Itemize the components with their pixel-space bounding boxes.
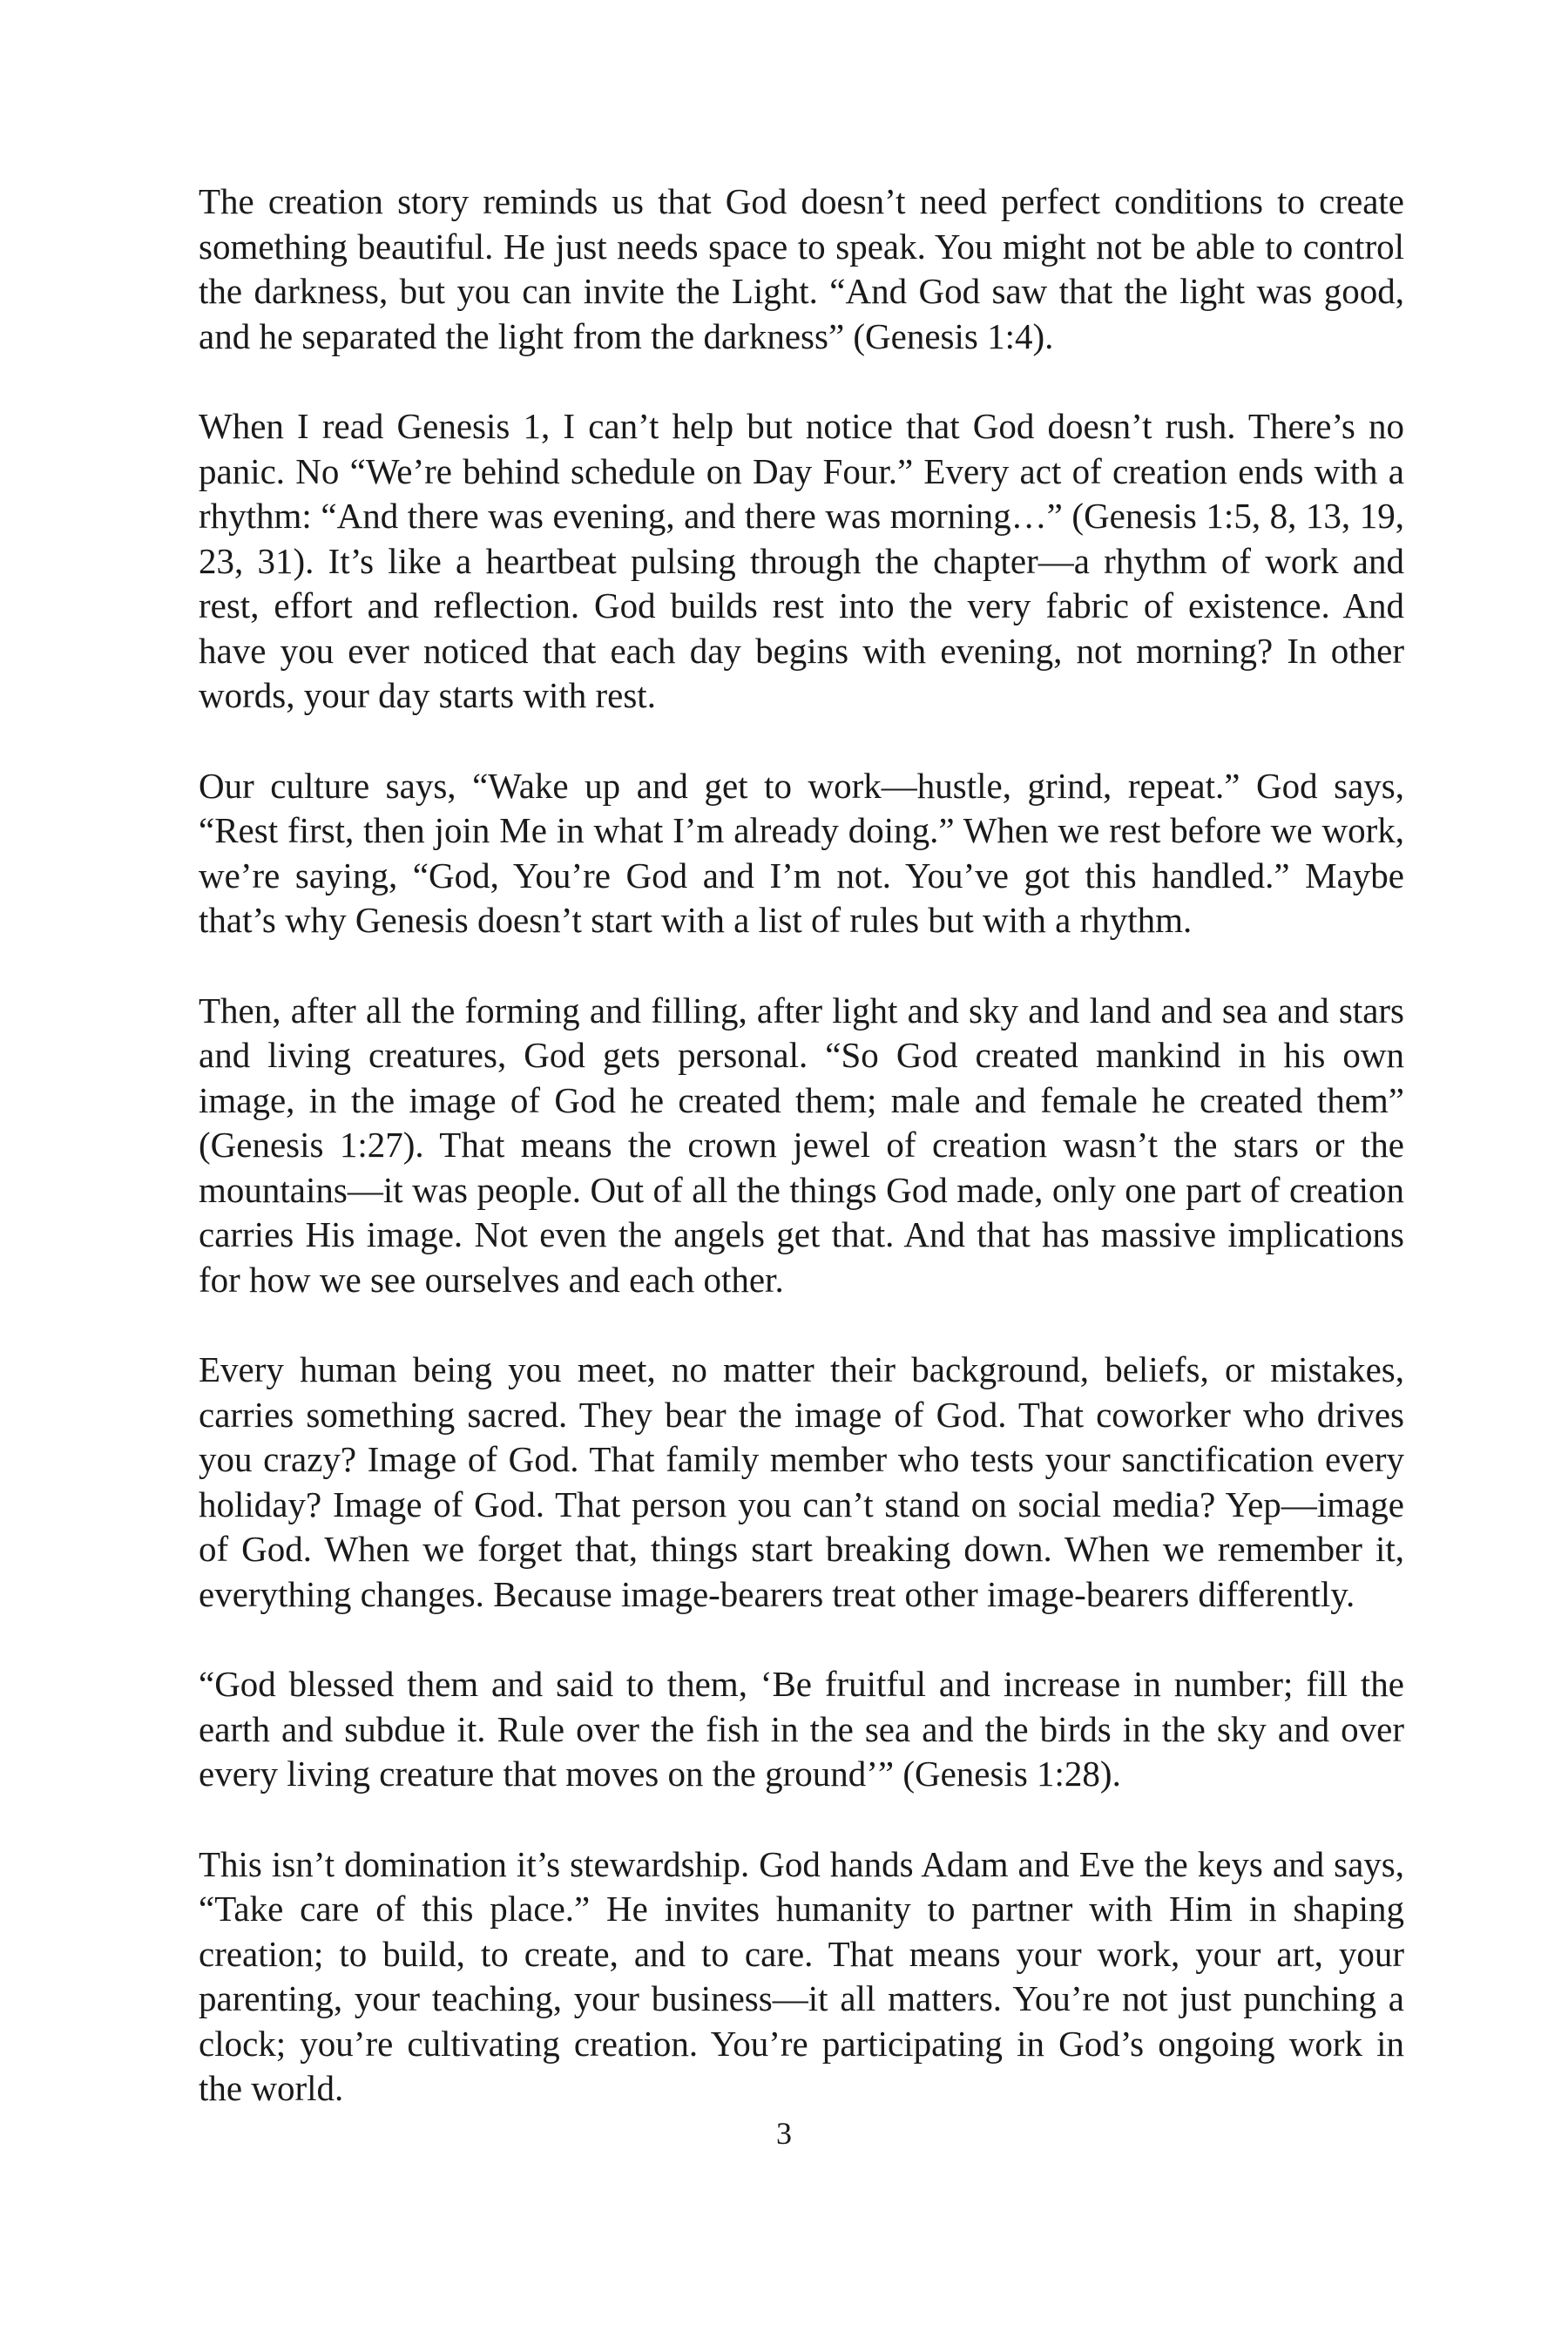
paragraph-1: The creation story reminds us that God doesn’t need perfect conditions to create something beautiful. He just needs space to speak. You might not be able to control the darkness, but you can invite the Light. “And God saw that the light was good, and he separated the light from the darkness” (Genesis 1:4). [199,181,1404,356]
paragraph-7: This isn’t domination it’s stewardship. God hands Adam and Eve the keys and says, “Take care of this place.” He invites humanity to partner with Him in shaping creation; to build, to create, and to care. That means your work, your art, your parenting, your teaching, your business—it all matters. You’re not just punching a clock; you’re cultivating creation. You’re participating in God’s ongoing work in the world. [199,1843,1404,2108]
page-number: 3 [776,2116,792,2151]
paragraph-2: When I read Genesis 1, I can’t help but notice that God doesn’t rush. There’s no panic. No “We’re behind schedule on Day Four.” Every act of creation ends with a rhythm: “And there was evening, and there was morning…” (Genesis 1:5, 8, 13, 19, 23, 31). It’s like a heartbeat pulsing through the chapter—a rhythm of work and rest, effort and reflection. God builds rest into the very fabric of existence. And have you ever noticed that each day begins with evening, not morning? In other words, your day starts with rest. [199,406,1404,715]
paragraph-6: “God blessed them and said to them, ‘Be fruitful and increase in number; fill the earth and subdue it. Rule over the fish in the sea and the birds in the sky and over every living creature that moves on the ground’” (Genesis 1:28). [199,1664,1404,1794]
paragraph-3: Our culture says, “Wake up and get to work—hustle, grind, repeat.” God says, “Rest first, then join Me in what I’m already doing.” When we rest before we work, we’re saying, “God, You’re God and I’m not. You’ve got this handled.” Maybe that’s why Genesis doesn’t start with a list of rules but with a rhythm. [199,765,1404,940]
paragraph-4: Then, after all the forming and filling, after light and sky and land and sea and stars and living creatures, God gets personal. “So God created mankind in his own image, in the image of God he created them; male and female he created them” (Genesis 1:27). That means the crown jewel of creation wasn’t the stars or the mountains—it was people. Out of all the things God made, only one part of creation carries His image. Not even the angels get that. And that has massive implications for how we see ourselves and each other. [199,990,1404,1300]
body-text [199,179,1404,2157]
paragraph-5: Every human being you meet, no matter their background, beliefs, or mistakes, carries something sacred. They bear the image of God. That coworker who drives you crazy? Image of God. That family member who tests your sanctification every holiday? Image of God. That person you can’t stand on social media? Yep—image of God. When we forget that, things start breaking down. When we remember it, everything changes. Because image-bearers treat other image-bearers differently. [199,1349,1404,1614]
